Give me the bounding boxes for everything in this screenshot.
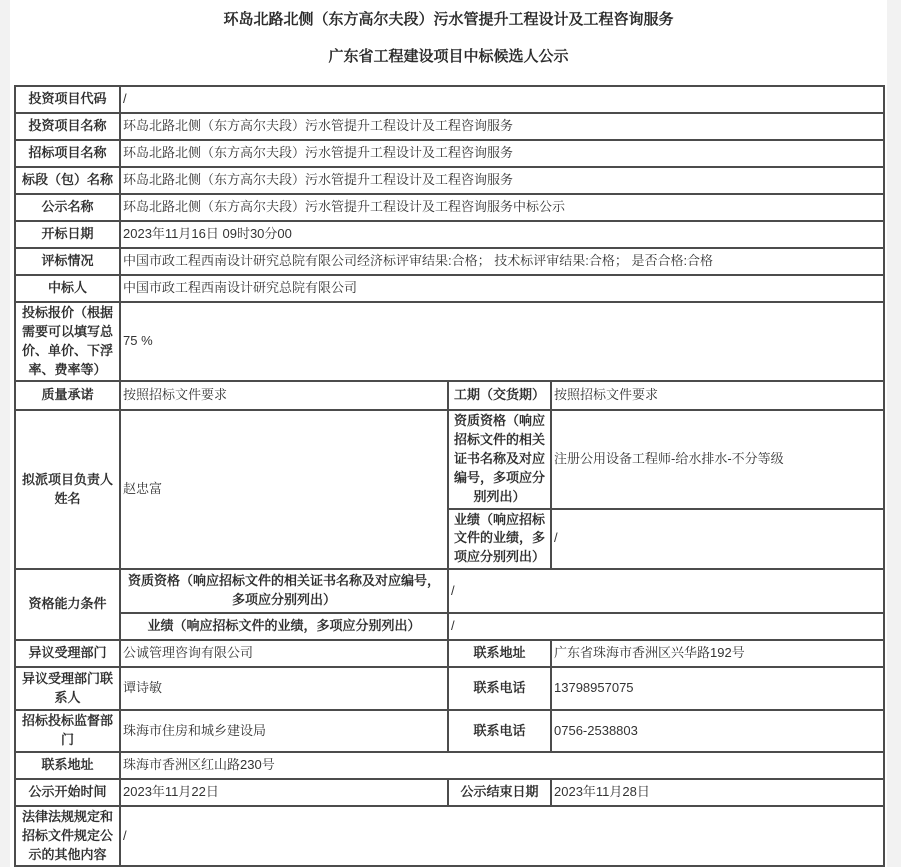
- objection-department-value: 公诚管理咨询有限公司: [120, 640, 448, 667]
- investment-project-name-value: 环岛北路北侧（东方高尔夫段）污水管提升工程设计及工程咨询服务: [120, 113, 884, 140]
- objection-address-label: 联系地址: [448, 640, 551, 667]
- leader-qualification-label: 资质资格（响应招标文件的相关证书名称及对应编号，多项应分别列出）: [448, 410, 551, 508]
- bid-evaluation-value: 中国市政工程西南设计研究总院有限公司经济标评审结果:合格； 技术标评审结果:合格； 是否合格:合格: [120, 248, 884, 275]
- table-row: [15, 779, 884, 806]
- project-leader-name-value: 赵忠富: [120, 410, 448, 569]
- capability-qualification-value: /: [448, 569, 884, 613]
- table-row: [15, 613, 884, 640]
- announcement-start-date-value: 2023年11月22日: [120, 779, 448, 806]
- winning-bidder-label: 中标人: [15, 275, 120, 302]
- quality-commitment-value: 按照招标文件要求: [120, 381, 448, 410]
- page-title-project: 环岛北路北侧（东方高尔夫段）污水管提升工程设计及工程咨询服务: [223, 11, 674, 28]
- bid-price-value: 75 %: [120, 302, 884, 381]
- leader-qualification-value: 注册公用设备工程师-给水排水-不分等级: [551, 410, 884, 508]
- capability-performance-value: /: [448, 613, 884, 640]
- winning-bidder-value: 中国市政工程西南设计研究总院有限公司: [120, 275, 884, 302]
- announcement-end-date-value: 2023年11月28日: [551, 779, 884, 806]
- bid-evaluation-label: 评标情况: [15, 248, 120, 275]
- table-row: [15, 806, 884, 867]
- construction-period-value: 按照招标文件要求: [551, 381, 884, 410]
- supervision-department-value: 珠海市住房和城乡建设局: [120, 710, 448, 752]
- investment-project-name-label: 投资项目名称: [15, 113, 120, 140]
- announcement-table: [14, 85, 885, 867]
- objection-contact-person-label: 异议受理部门联系人: [15, 667, 120, 710]
- table-row: [15, 86, 884, 113]
- table-row: [15, 640, 884, 667]
- supervision-phone-label: 联系电话: [448, 710, 551, 752]
- capability-qualification-label: 资质资格（响应招标文件的相关证书名称及对应编号，多项应分别列出）: [120, 569, 448, 613]
- bid-opening-date-value: 2023年11月16日 09时30分00: [120, 221, 884, 248]
- table-row: [15, 221, 884, 248]
- objection-address-value: 广东省珠海市香洲区兴华路192号: [551, 640, 884, 667]
- objection-phone-value: 13798957075: [551, 667, 884, 710]
- table-row: [15, 248, 884, 275]
- table-row: [15, 302, 884, 381]
- objection-contact-person-value: 谭诗敏: [120, 667, 448, 710]
- objection-department-label: 异议受理部门: [15, 640, 120, 667]
- project-leader-name-label: 拟派项目负责人姓名: [15, 410, 120, 569]
- supervision-address-value: 珠海市香洲区红山路230号: [120, 752, 884, 779]
- supervision-address-label: 联系地址: [15, 752, 120, 779]
- tender-project-name-value: 环岛北路北侧（东方高尔夫段）污水管提升工程设计及工程咨询服务: [120, 140, 884, 167]
- tender-project-name-label: 招标项目名称: [15, 140, 120, 167]
- table-row: [15, 194, 884, 221]
- table-row: [15, 410, 884, 508]
- bid-opening-date-label: 开标日期: [15, 221, 120, 248]
- bid-price-label: 投标报价（根据需要可以填写总价、单价、下浮率、费率等）: [15, 302, 120, 381]
- table-row: [15, 569, 884, 613]
- table-row: [15, 381, 884, 410]
- table-row: [15, 113, 884, 140]
- announcement-name-value: 环岛北路北侧（东方高尔夫段）污水管提升工程设计及工程咨询服务中标公示: [120, 194, 884, 221]
- supervision-phone-value: 0756-2538803: [551, 710, 884, 752]
- page-title-announcement: 广东省工程建设项目中标候选人公示: [328, 48, 569, 65]
- construction-period-label: 工期（交货期）: [448, 381, 551, 410]
- investment-project-code-value: /: [120, 86, 884, 113]
- announcement-start-date-label: 公示开始时间: [15, 779, 120, 806]
- section-package-name-label: 标段（包）名称: [15, 167, 120, 194]
- page-header: [10, 0, 887, 66]
- other-legal-content-value: /: [120, 806, 884, 867]
- table-row: [15, 140, 884, 167]
- table-row: [15, 752, 884, 779]
- announcement-end-date-label: 公示结束日期: [448, 779, 551, 806]
- announcement-page: [10, 0, 887, 867]
- capability-condition-label: 资格能力条件: [15, 569, 120, 640]
- table-row: [15, 275, 884, 302]
- section-package-name-value: 环岛北路北侧（东方高尔夫段）污水管提升工程设计及工程咨询服务: [120, 167, 884, 194]
- supervision-department-label: 招标投标监督部门: [15, 710, 120, 752]
- capability-performance-label: 业绩（响应招标文件的业绩，多项应分别列出）: [120, 613, 448, 640]
- table-row: [15, 667, 884, 710]
- investment-project-code-label: 投资项目代码: [15, 86, 120, 113]
- other-legal-content-label: 法律法规规定和招标文件规定公示的其他内容: [15, 806, 120, 867]
- leader-performance-label: 业绩（响应招标文件的业绩，多项应分别列出）: [448, 509, 551, 570]
- announcement-name-label: 公示名称: [15, 194, 120, 221]
- leader-performance-value: /: [551, 509, 884, 570]
- quality-commitment-label: 质量承诺: [15, 381, 120, 410]
- table-row: [15, 167, 884, 194]
- objection-phone-label: 联系电话: [448, 667, 551, 710]
